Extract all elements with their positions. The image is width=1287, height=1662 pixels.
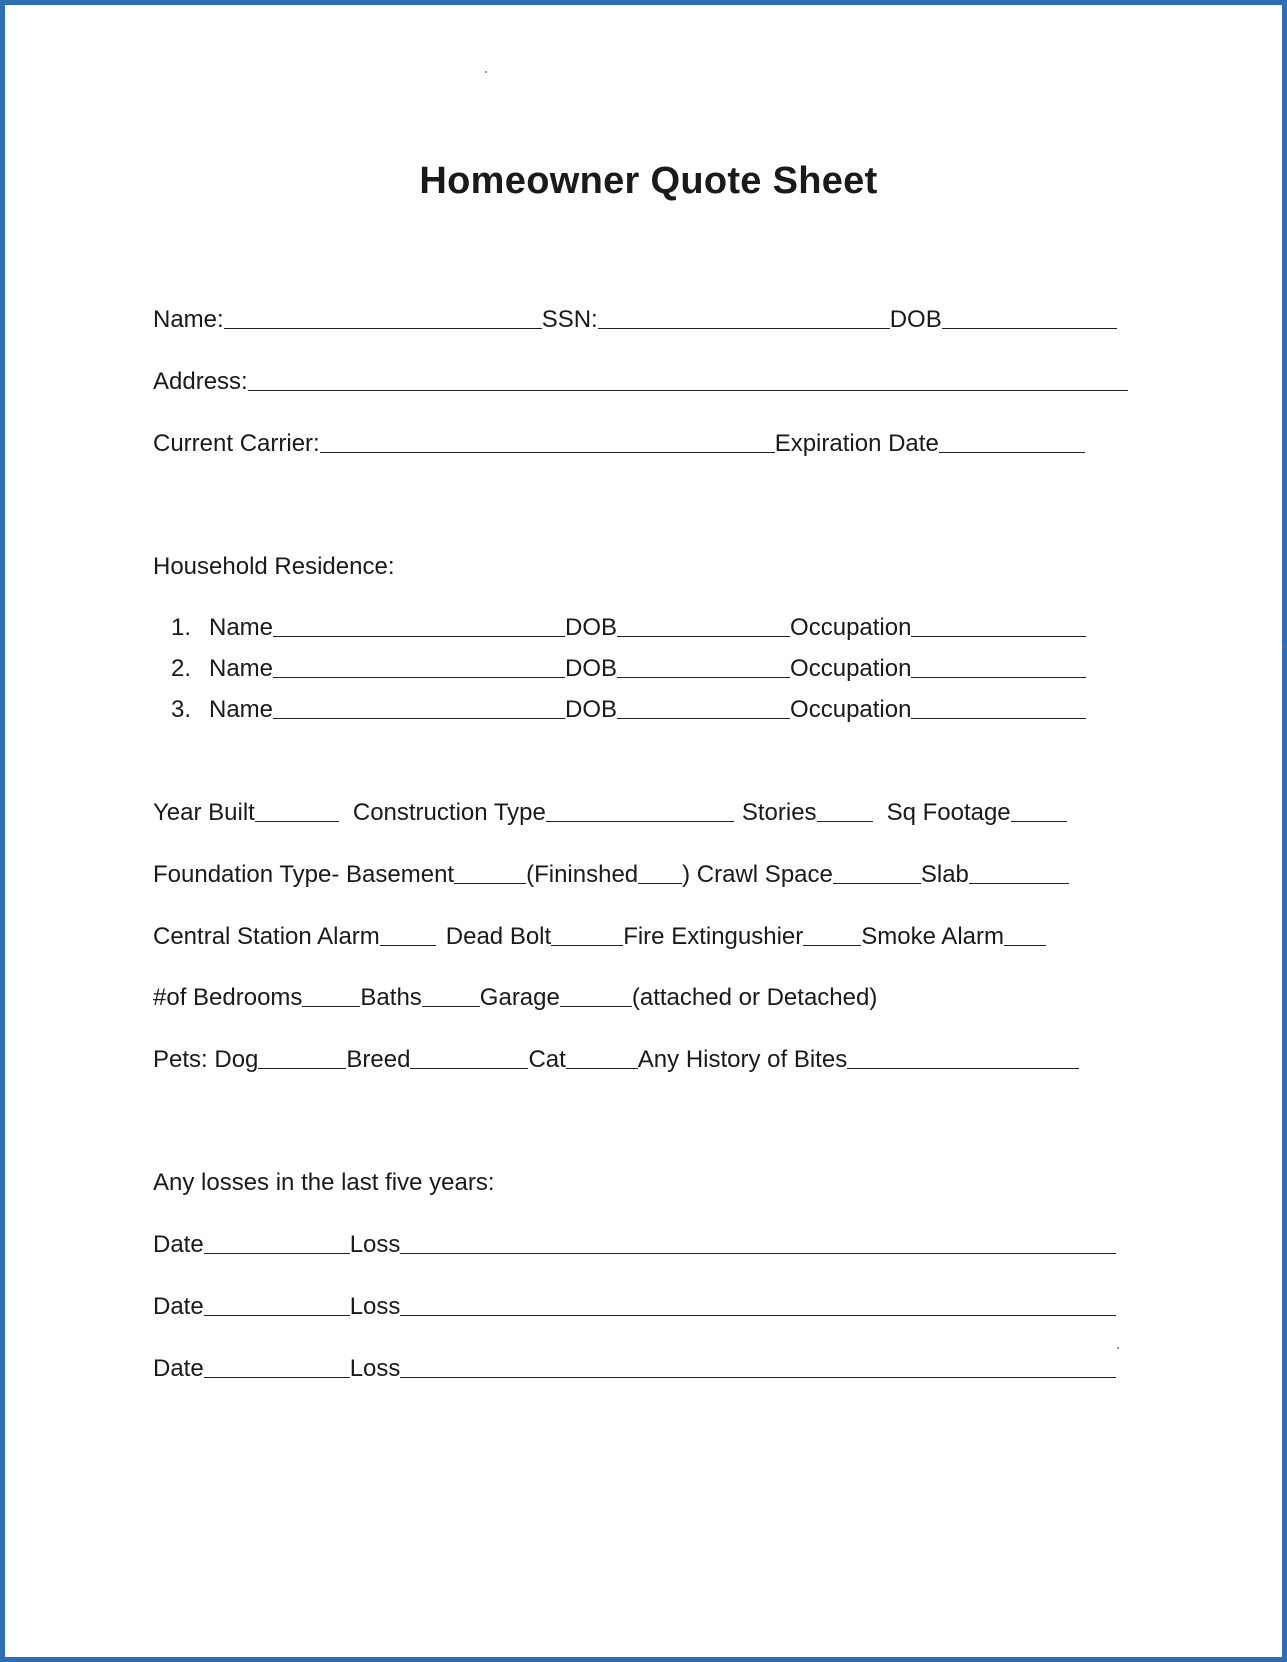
year-built-field[interactable] [255, 821, 339, 822]
losses-heading: Any losses in the last five years: [153, 1169, 495, 1196]
fire-extinguisher-field[interactable] [803, 945, 861, 946]
baths-field[interactable] [422, 1006, 480, 1007]
cat-field[interactable] [566, 1068, 638, 1069]
loss-date-field[interactable] [204, 1377, 350, 1378]
garage-note: (attached or Detached) [631, 984, 878, 1011]
crawl-space-field[interactable] [833, 883, 921, 884]
finished-field[interactable] [638, 883, 682, 884]
finished-label: (Fininshed [526, 861, 639, 888]
scan-speck [485, 71, 487, 73]
cat-label: Cat [528, 1046, 566, 1073]
household-dob-label: DOB [565, 614, 618, 641]
loss-date-label: Date [153, 1355, 204, 1382]
current-carrier-label: Current Carrier: [153, 430, 320, 457]
household-row-1 [153, 613, 1086, 643]
dead-bolt-label: Dead Bolt [445, 923, 552, 950]
scan-speck [1282, 645, 1284, 647]
crawl-space-label: ) Crawl Space [682, 861, 833, 888]
loss-field[interactable] [400, 1253, 1116, 1254]
bedrooms-field[interactable] [302, 1006, 360, 1007]
loss-field[interactable] [400, 1315, 1116, 1316]
foundation-basement-label: Foundation Type- Basement [153, 861, 455, 888]
bites-label: Any History of Bites [637, 1046, 848, 1073]
property-row-3 [153, 922, 1046, 952]
loss-label: Loss [349, 1293, 401, 1320]
property-row-4 [153, 983, 877, 1013]
applicant-row-1 [153, 305, 1117, 335]
smoke-alarm-label: Smoke Alarm [861, 923, 1004, 950]
stories-field[interactable] [817, 821, 873, 822]
household-name-label: Name [209, 696, 274, 723]
page-title: Homeowner Quote Sheet [419, 160, 878, 202]
central-station-alarm-label: Central Station Alarm [153, 923, 380, 950]
address-label: Address: [153, 368, 248, 395]
household-dob-label: DOB [565, 655, 618, 682]
applicant-row-2 [153, 367, 1128, 397]
name-label: Name: [153, 306, 224, 333]
dob-field[interactable] [942, 328, 1117, 329]
breed-label: Breed [346, 1046, 411, 1073]
loss-row-3 [153, 1354, 1116, 1384]
garage-label: Garage [479, 984, 560, 1011]
expiration-date-field[interactable] [939, 452, 1085, 453]
loss-field[interactable] [400, 1377, 1116, 1378]
address-field[interactable] [248, 390, 1128, 391]
household-dob-field[interactable] [617, 677, 790, 678]
sq-footage-label: Sq Footage [886, 799, 1011, 826]
slab-field[interactable] [969, 883, 1069, 884]
household-name-field[interactable] [273, 677, 565, 678]
household-num: 1. [170, 614, 191, 641]
loss-row-2 [153, 1292, 1116, 1322]
loss-date-label: Date [153, 1293, 204, 1320]
ssn-label: SSN: [541, 306, 598, 333]
loss-row-1 [153, 1230, 1116, 1260]
household-dob-field[interactable] [617, 636, 790, 637]
household-occupation-field[interactable] [911, 718, 1086, 719]
household-occupation-label: Occupation [790, 696, 912, 723]
dead-bolt-field[interactable] [551, 945, 623, 946]
household-heading: Household Residence: [153, 553, 395, 580]
household-dob-label: DOB [565, 696, 618, 723]
household-occupation-field[interactable] [911, 677, 1086, 678]
loss-label: Loss [349, 1231, 401, 1258]
household-occupation-label: Occupation [790, 655, 912, 682]
sq-footage-field[interactable] [1011, 821, 1067, 822]
household-dob-field[interactable] [617, 718, 790, 719]
household-num: 3. [170, 696, 191, 723]
baths-label: Baths [360, 984, 422, 1011]
bedrooms-label: #of Bedrooms [153, 984, 303, 1011]
household-name-label: Name [209, 614, 274, 641]
construction-type-field[interactable] [546, 821, 734, 822]
current-carrier-field[interactable] [320, 452, 775, 453]
slab-label: Slab [920, 861, 969, 888]
central-station-alarm-field[interactable] [380, 945, 436, 946]
scan-speck [1117, 1347, 1119, 1349]
ssn-field[interactable] [598, 328, 890, 329]
property-row-1 [153, 798, 1067, 828]
property-row-5 [153, 1045, 1079, 1075]
household-row-2 [153, 654, 1086, 684]
loss-date-field[interactable] [204, 1315, 350, 1316]
property-row-2 [153, 860, 1069, 890]
dob-label: DOB [889, 306, 942, 333]
bites-field[interactable] [847, 1068, 1079, 1069]
breed-field[interactable] [410, 1068, 528, 1069]
household-row-3 [153, 695, 1086, 725]
household-occupation-field[interactable] [911, 636, 1086, 637]
household-num: 2. [170, 655, 191, 682]
household-name-field[interactable] [273, 636, 565, 637]
year-built-label: Year Built [153, 799, 255, 826]
construction-type-label: Construction Type [352, 799, 546, 826]
basement-field[interactable] [454, 883, 526, 884]
household-occupation-label: Occupation [790, 614, 912, 641]
stories-label: Stories [741, 799, 817, 826]
household-name-label: Name [209, 655, 274, 682]
dog-field[interactable] [258, 1068, 346, 1069]
loss-date-label: Date [153, 1231, 204, 1258]
loss-date-field[interactable] [204, 1253, 350, 1254]
expiration-date-label: Expiration Date [774, 430, 939, 457]
loss-label: Loss [349, 1355, 401, 1382]
pets-dog-label: Pets: Dog [153, 1046, 259, 1073]
household-name-field[interactable] [273, 718, 565, 719]
applicant-row-3 [153, 429, 1085, 459]
smoke-alarm-field[interactable] [1004, 945, 1046, 946]
garage-field[interactable] [560, 1006, 632, 1007]
name-field[interactable] [224, 328, 542, 329]
fire-extinguisher-label: Fire Extingushier [623, 923, 804, 950]
